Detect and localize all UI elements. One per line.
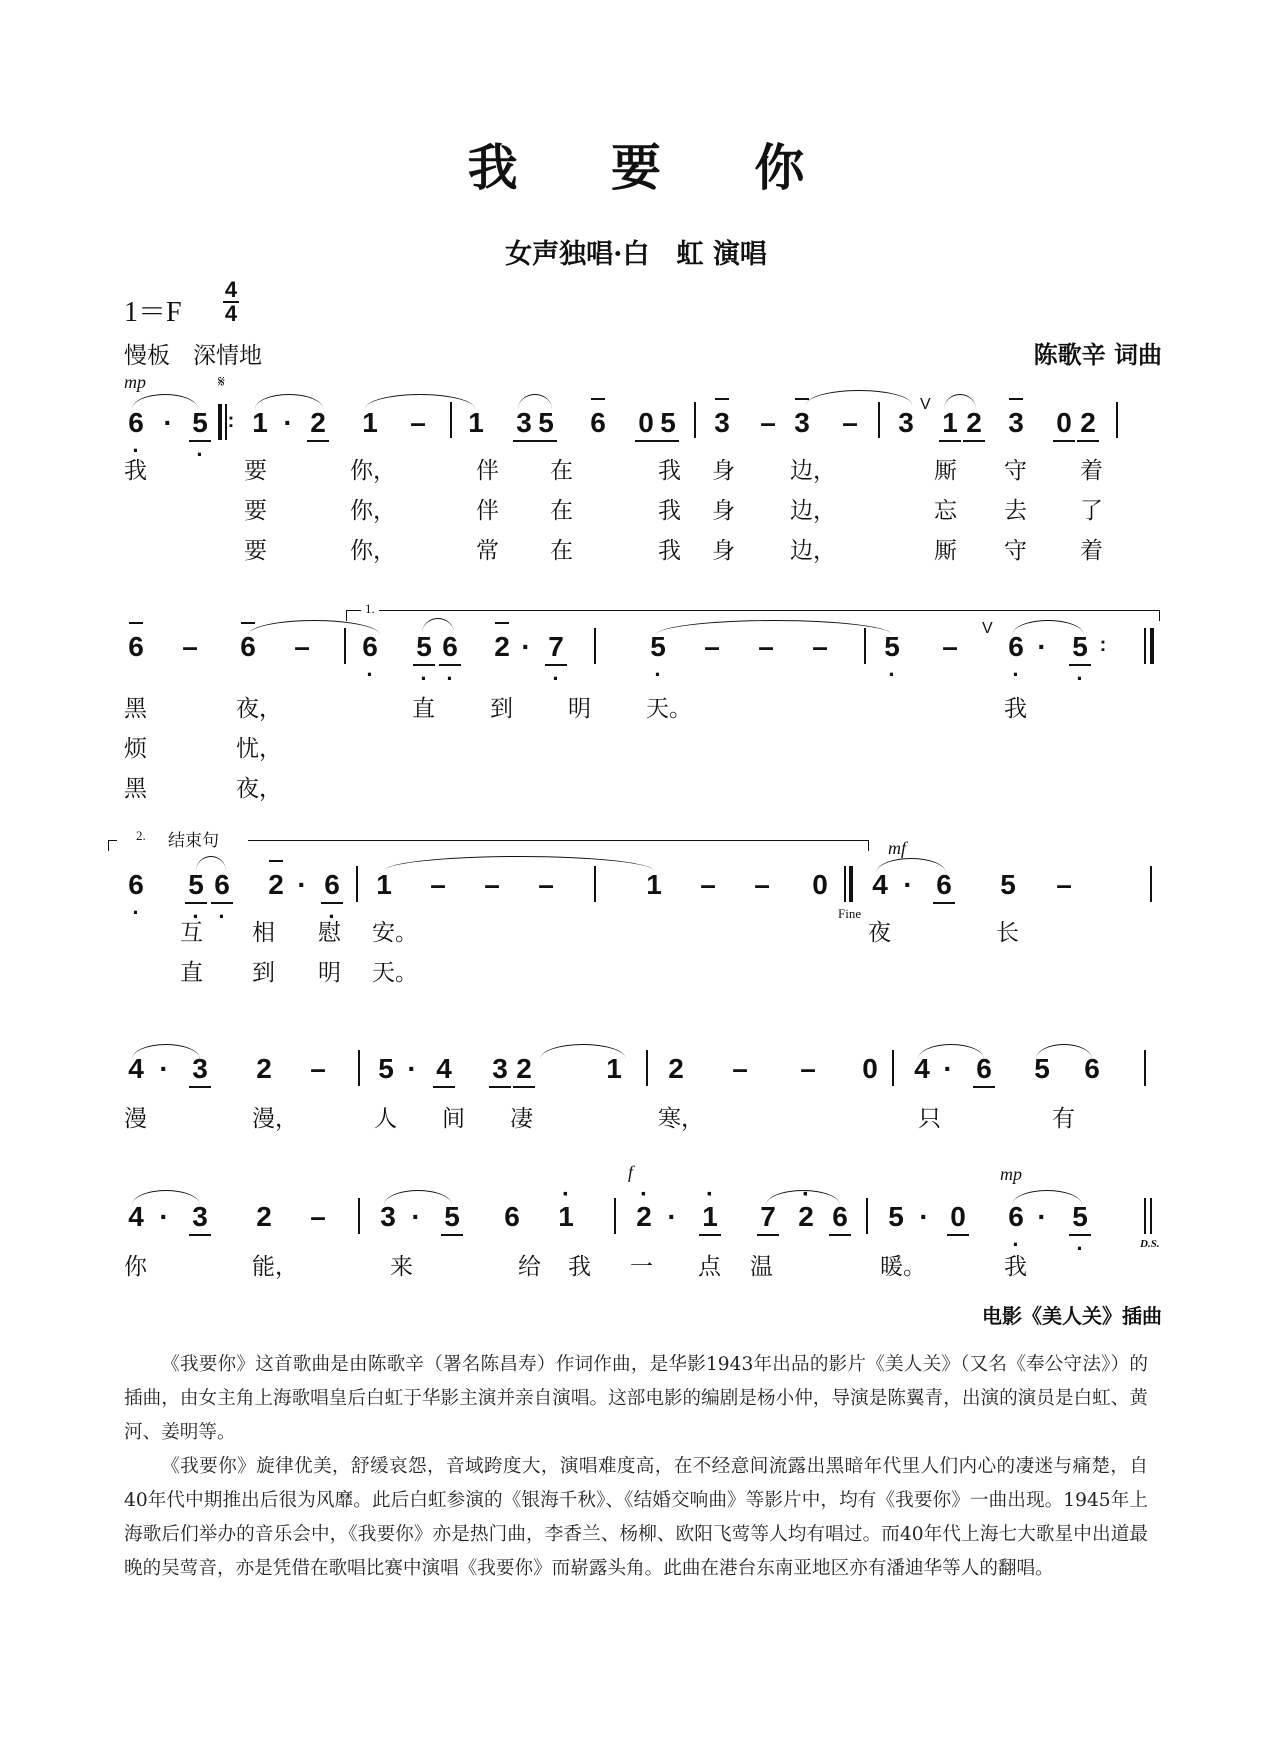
note: 3	[790, 408, 814, 438]
lyric: 守	[1004, 538, 1027, 564]
lyric: 黑	[124, 776, 147, 802]
paragraph-2: 《我要你》旋律优美，舒缓哀怨，音域跨度大，演唱难度高，在不经意间流露出黑暗年代里人们内心的凄迷与痛楚，自40年代中期推出后很为风靡。此后白虹参演的《银海千秋》、《结婚交响曲》等影片中，均有《我要你》一曲出现。1945年上海歌后们举办的音乐会中，《我要你》亦是热门曲，李香兰、杨柳、欧阳飞莺等人均有唱过。而40年代上海七大歌星中出道最晚的吴莺音，亦是凭借在歌唱比赛中演唱《我要你》而崭露头角。此曲在港台东南亚地区亦有潘迪华等人的翻唱。	[124, 1456, 1148, 1579]
note: 2	[1076, 408, 1100, 438]
dot: ·	[159, 1053, 169, 1084]
note: · 1	[554, 1202, 578, 1232]
volta-2-number: 2.	[136, 828, 146, 843]
dash: –	[760, 407, 776, 438]
dash: –	[800, 1053, 816, 1084]
dash: –	[942, 631, 958, 662]
dash: –	[294, 631, 310, 662]
lyric: 去	[1004, 498, 1027, 524]
note: · 6	[358, 632, 382, 662]
lyric: 你，	[350, 498, 396, 524]
note: 4	[872, 869, 888, 900]
lyric: 夜	[868, 920, 891, 946]
lyric: 忘	[934, 498, 957, 524]
dot: ·	[903, 869, 913, 900]
dot: ·	[521, 631, 531, 662]
subtitle-performer: 女声独唱·白 虹 演唱	[505, 239, 767, 270]
time-signature	[222, 277, 240, 326]
dash: –	[410, 407, 426, 438]
dot: ·	[163, 407, 173, 438]
lyric: 你，	[350, 458, 396, 484]
lyric: 守	[1004, 458, 1027, 484]
lyric: 着	[1080, 458, 1103, 484]
dash: –	[1056, 869, 1072, 900]
dash: –	[484, 869, 500, 900]
dynamic-mp: mp	[124, 372, 146, 392]
note: · 6	[210, 870, 234, 900]
note: 5	[1000, 869, 1016, 900]
note: 7	[756, 1202, 780, 1232]
note: 2	[490, 632, 514, 662]
lyric: 直	[180, 960, 203, 986]
lyric: 我	[1004, 696, 1027, 722]
dot: ·	[297, 869, 307, 900]
lyric: 夜，	[236, 776, 282, 802]
note: 5	[534, 408, 558, 438]
note: 4	[914, 1053, 930, 1084]
dash: –	[812, 631, 828, 662]
note: · 7	[544, 632, 568, 662]
dynamic-mp: mp	[1000, 1164, 1022, 1184]
dash: –	[754, 869, 770, 900]
dash: –	[182, 631, 198, 662]
composer-credit: 陈歌辛 词曲	[1033, 341, 1162, 369]
lyric: 慰	[318, 920, 341, 946]
note: 3	[710, 408, 734, 438]
dot: ·	[943, 1053, 953, 1084]
lyric: 点	[698, 1254, 721, 1280]
note: · 6	[320, 870, 344, 900]
lyric: 我	[1004, 1254, 1027, 1280]
note: 2	[306, 408, 330, 438]
note: · 5	[880, 632, 904, 662]
dash: –	[310, 1053, 326, 1084]
note: 2	[264, 870, 288, 900]
song-title: 我 要 你	[467, 138, 843, 197]
dynamic-f: f	[628, 1162, 634, 1182]
note: 6	[1084, 1053, 1100, 1084]
lyric: 边，	[790, 498, 836, 524]
note: 1	[606, 1053, 622, 1084]
repeat-dots: :	[1099, 634, 1107, 656]
lyric: 要	[244, 538, 267, 564]
lyric: 烦	[124, 736, 147, 762]
lyric: 相	[252, 920, 275, 946]
lyric: 漫，	[252, 1106, 298, 1132]
lyric: 身	[712, 458, 735, 484]
note: 6	[124, 632, 148, 662]
lyric: 着	[1080, 538, 1103, 564]
dash: –	[310, 1201, 326, 1232]
breath-mark: V	[982, 620, 993, 637]
lyric: 漫	[124, 1106, 147, 1132]
dash: –	[842, 407, 858, 438]
dash: –	[704, 631, 720, 662]
volta-2-bracket	[108, 840, 117, 851]
dot: ·	[411, 1201, 421, 1232]
lyric: 身	[712, 538, 735, 564]
note: 3	[188, 1054, 212, 1084]
dash: –	[700, 869, 716, 900]
lyric: 安。	[372, 920, 418, 946]
note: 2	[668, 1053, 684, 1084]
note: 3	[1004, 408, 1028, 438]
lyric: 要	[244, 498, 267, 524]
note: 5	[888, 1201, 904, 1232]
note: 3	[898, 407, 914, 438]
lyric: 一	[630, 1254, 653, 1280]
lyric: 直	[412, 696, 435, 722]
paragraph-1: 《我要你》这首歌曲是由陈歌辛（署名陈昌寿）作词作曲，是华影1943年出品的影片《美人关》（又名《奉公守法》）的插曲，由女主角上海歌唱皇后白虹于华影主演并亲自演唱。这部电影的编剧是杨小仲，导演是陈翼青，出演的演员是白虹、黄河、姜明等。	[124, 1354, 1148, 1443]
note: · 2	[632, 1202, 656, 1232]
note: · 5	[1068, 632, 1092, 662]
lyric: 要	[244, 458, 267, 484]
lyric: 来	[390, 1254, 413, 1280]
volta-2-label: 结束句	[168, 831, 219, 851]
lyric: 我	[658, 498, 681, 524]
note: · 5	[412, 632, 436, 662]
lyric: 暖。	[880, 1254, 926, 1280]
note: 2	[256, 1053, 272, 1084]
note: 6	[504, 1201, 520, 1232]
lyric: 到	[490, 696, 513, 722]
lyric: 在	[550, 498, 573, 524]
note: 3	[188, 1202, 212, 1232]
lyric: 天。	[646, 696, 692, 722]
dash: –	[758, 631, 774, 662]
lyric: 厮	[934, 538, 957, 564]
note: 5	[656, 408, 680, 438]
note: · 5	[184, 870, 208, 900]
note: 3	[380, 1201, 396, 1232]
lyric: 到	[252, 960, 275, 986]
note: · 6	[124, 870, 148, 900]
lyric: 天。	[372, 960, 418, 986]
dot: ·	[919, 1201, 929, 1232]
note: 1	[646, 869, 662, 900]
fine-barline	[844, 866, 846, 902]
lyric: 忧，	[236, 736, 282, 762]
note: · 5	[1068, 1202, 1092, 1232]
dot: ·	[159, 1201, 169, 1232]
note: 2	[512, 1054, 536, 1084]
lyric: 温	[750, 1254, 773, 1280]
lyric: 我	[658, 538, 681, 564]
repeat-dots: :	[227, 410, 235, 432]
note: 4	[128, 1053, 144, 1084]
note: · 5	[188, 408, 212, 438]
dot: ·	[1037, 1201, 1047, 1232]
note: 4	[432, 1054, 456, 1084]
note: 0	[1052, 408, 1076, 438]
lyric: 凄	[510, 1106, 533, 1132]
time-signature-bottom: 4	[224, 301, 238, 326]
lyric: 互	[180, 920, 203, 946]
lyric: 长	[996, 920, 1019, 946]
note: · 5	[646, 632, 670, 662]
dot: ·	[1037, 631, 1047, 662]
breath-mark: V	[920, 396, 931, 413]
segno-icon: 𝄋	[218, 374, 225, 391]
note: 0	[862, 1053, 878, 1084]
lyric: 我	[658, 458, 681, 484]
lyric: 能，	[252, 1254, 298, 1280]
lyric: 厮	[934, 458, 957, 484]
note: 2	[962, 408, 986, 438]
lyric: 边，	[790, 538, 836, 564]
lyric: 伴	[476, 458, 499, 484]
dash: –	[430, 869, 446, 900]
film-caption: 电影《美人关》插曲	[982, 1304, 1162, 1328]
note: 6	[932, 870, 956, 900]
note: · 6	[1004, 1202, 1028, 1232]
dynamic-mf: mf	[888, 838, 906, 858]
fine-marking: Fine	[838, 906, 862, 921]
lyric: 你	[124, 1254, 147, 1280]
tempo-marking: 慢板 深情地	[124, 343, 262, 369]
lyric: 了	[1080, 498, 1103, 524]
note: 6	[828, 1202, 852, 1232]
note: · 6	[1004, 632, 1028, 662]
note: 5	[440, 1202, 464, 1232]
note: 6	[586, 408, 610, 438]
note: 6	[972, 1054, 996, 1084]
lyric: 在	[550, 538, 573, 564]
note: 0	[812, 869, 828, 900]
volta-1: 1.	[346, 610, 1160, 621]
lyric: 我	[568, 1254, 591, 1280]
dot: ·	[667, 1201, 677, 1232]
lyric: 间	[442, 1106, 465, 1132]
description-text	[124, 1348, 1148, 1586]
lyric: 你，	[350, 538, 396, 564]
key-signature: 1＝F	[124, 297, 182, 328]
lyric: 黑	[124, 696, 147, 722]
dot: ·	[407, 1053, 417, 1084]
note: · 6	[438, 632, 462, 662]
note: · 1	[698, 1202, 722, 1232]
lyric: 我	[124, 458, 147, 484]
repeat-end-barline	[1144, 628, 1146, 664]
note: 3	[488, 1054, 512, 1084]
note: 4	[128, 1201, 144, 1232]
dash: –	[732, 1053, 748, 1084]
time-signature-top: 4	[224, 277, 238, 302]
note: 2	[256, 1201, 272, 1232]
lyric: 有	[1052, 1106, 1075, 1132]
note: · 6	[124, 408, 148, 438]
note: 5	[378, 1053, 394, 1084]
dash: –	[538, 869, 554, 900]
lyric: 寒，	[658, 1106, 704, 1132]
note: 1	[376, 869, 392, 900]
ds-marking: D.S.	[1140, 1238, 1160, 1250]
lyric: 伴	[476, 498, 499, 524]
note: 1	[468, 407, 484, 438]
dot: ·	[283, 407, 293, 438]
lyric: 给	[518, 1254, 541, 1280]
note: 0	[946, 1202, 970, 1232]
lyric: 明	[318, 960, 341, 986]
note: 1	[252, 407, 268, 438]
lyric: 只	[918, 1106, 941, 1132]
note: · 2	[794, 1202, 818, 1232]
note: 3	[512, 408, 536, 438]
lyric: 明	[568, 696, 591, 722]
lyric: 人	[374, 1106, 397, 1132]
lyric: 在	[550, 458, 573, 484]
lyric: 身	[712, 498, 735, 524]
note: 1	[362, 407, 378, 438]
note: 1	[938, 408, 962, 438]
note: 6	[236, 632, 260, 662]
lyric: 常	[476, 538, 499, 564]
note: 5	[1034, 1053, 1050, 1084]
note: 0	[634, 408, 658, 438]
final-barline	[1144, 1198, 1146, 1234]
lyric: 边，	[790, 458, 836, 484]
lyric: 夜，	[236, 696, 282, 722]
repeat-start-barline	[218, 404, 222, 440]
